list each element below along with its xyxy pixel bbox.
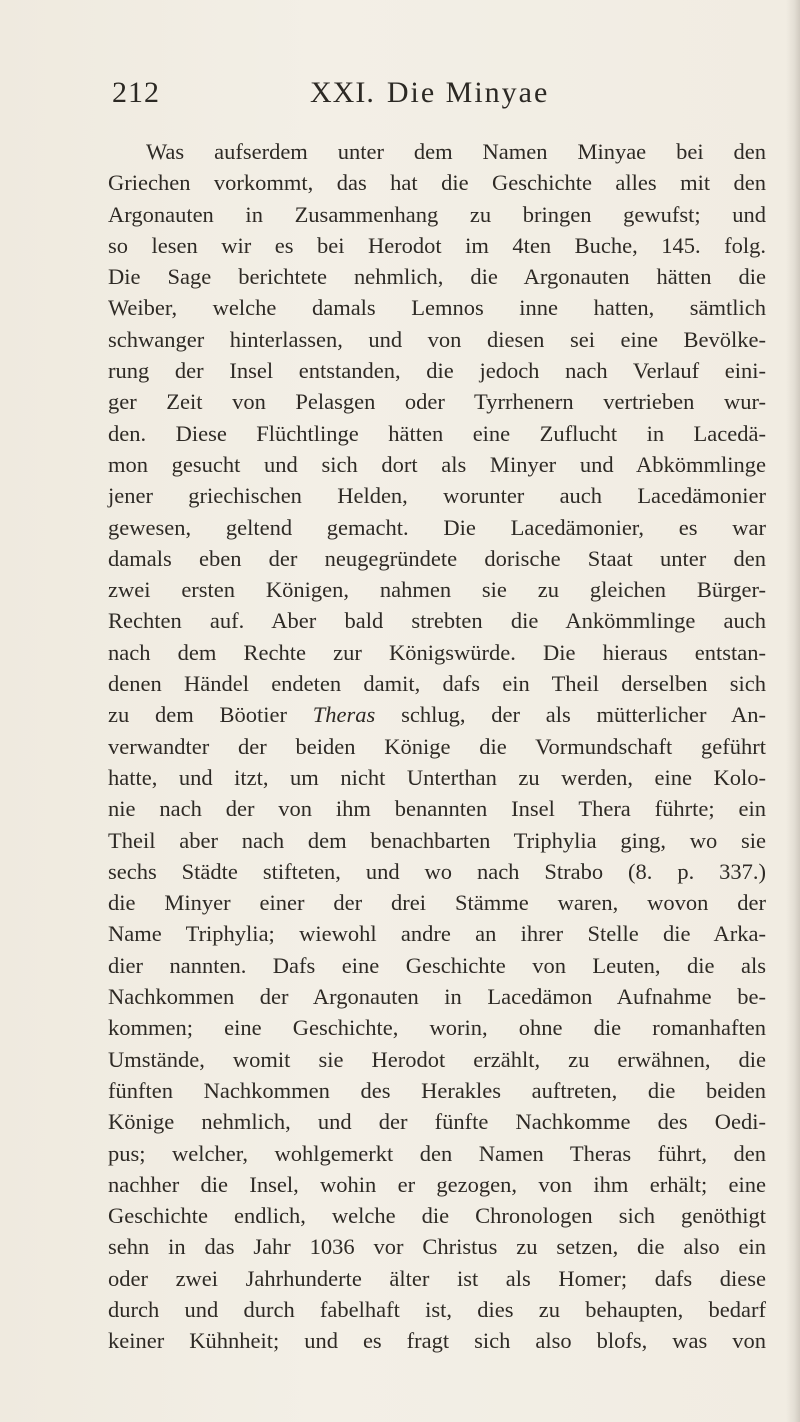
- text-line: sehn in das Jahr 1036 vor Christus zu setzen, die also ein: [108, 1234, 766, 1260]
- text-line: durch und durch fabelhaft ist, dies zu behaupten, bedarf: [108, 1296, 766, 1322]
- text-line: denen Händel endeten damit, dafs ein Theil derselben sich: [108, 671, 766, 697]
- chapter-title: Die Minyae: [386, 76, 550, 109]
- text-line: fünften Nachkommen des Herakles auftreten, die beiden: [108, 1077, 766, 1103]
- text-line: Nachkommen der Argonauten in Lacedämon Aufnahme be-: [108, 984, 766, 1010]
- text-run: schlug, der als mütterlicher An-: [375, 702, 766, 728]
- text-line: mon gesucht und sich dort als Minyer und Abkömmlinge: [108, 451, 766, 477]
- text-line: Name Triphylia; wiewohl andre an ihrer Stelle die Arka-: [108, 921, 766, 947]
- text-line: Theil aber nach dem benachbarten Triphylia ging, wo sie: [108, 827, 766, 853]
- text-line: so lesen wir es bei Herodot im 4ten Buche, 145. folg.: [108, 232, 766, 258]
- text-line-with-emphasis: [108, 699, 766, 730]
- text-line: nach dem Rechte zur Königswürde. Die hieraus entstan-: [108, 639, 766, 665]
- page-number: 212: [112, 76, 160, 109]
- text-line: pus; welcher, wohlgemerkt den Namen Theras führt, den: [108, 1140, 766, 1166]
- text-run: zu dem Böotier: [108, 702, 313, 728]
- text-line: sechs Städte stifteten, und wo nach Strabo (8. p. 337.): [108, 858, 766, 884]
- text-line: den. Diese Flüchtlinge hätten eine Zuflucht in Lacedä-: [108, 420, 766, 446]
- text-line: keiner Kühnheit; und es fragt sich also blofs, was von: [108, 1328, 766, 1354]
- text-line: Weiber, welche damals Lemnos inne hatten, sämtlich: [108, 295, 766, 321]
- text-line: Griechen vorkommt, das hat die Geschichte alles mit den: [108, 170, 766, 196]
- text-line: verwandter der beiden Könige die Vormundschaft geführt: [108, 733, 766, 759]
- text-line: kommen; eine Geschichte, worin, ohne die romanhaften: [108, 1015, 766, 1041]
- text-line: rung der Insel entstanden, die jedoch nach Verlauf eini-: [108, 358, 766, 384]
- text-line: die Minyer einer der drei Stämme waren, wovon der: [108, 890, 766, 916]
- emphasized-name: Theras: [312, 702, 376, 728]
- text-line: damals eben der neugegründete dorische Staat unter den: [108, 545, 766, 571]
- text-line: Argonauten in Zusammenhang zu bringen gewufst; und: [108, 201, 766, 227]
- text-line: zwei ersten Königen, nahmen sie zu gleichen Bürger-: [108, 577, 766, 603]
- page-header: [112, 76, 712, 116]
- text-line: gewesen, geltend gemacht. Die Lacedämonier, es war: [108, 514, 766, 540]
- text-line: schwanger hinterlassen, und von diesen sei eine Bevölke-: [108, 326, 766, 352]
- text-line: Geschichte endlich, welche die Chronologen sich genöthigt: [108, 1203, 766, 1229]
- text-line: jener griechischen Helden, worunter auch Lacedämonier: [108, 483, 766, 509]
- text-line: dier nannten. Dafs eine Geschichte von Leuten, die als: [108, 952, 766, 978]
- text-line: nie nach der von ihm benannten Insel Thera führte; ein: [108, 796, 766, 822]
- text-line: Könige nehmlich, und der fünfte Nachkomme des Oedi-: [108, 1109, 766, 1135]
- page-edge-shadow: [786, 0, 800, 1422]
- running-head: [272, 76, 712, 110]
- text-line: nachher die Insel, wohin er gezogen, von ihm erhält; eine: [108, 1171, 766, 1197]
- text-line: ger Zeit von Pelasgen oder Tyrrhenern vertrieben wur-: [108, 389, 766, 415]
- chapter-numeral: XXI.: [310, 76, 375, 109]
- text-line: Umstände, womit sie Herodot erzählt, zu erwähnen, die: [108, 1046, 766, 1072]
- text-line: oder zwei Jahrhunderte älter ist als Homer; dafs diese: [108, 1265, 766, 1291]
- text-line: hatte, und itzt, um nicht Unterthan zu werden, eine Kolo-: [108, 764, 766, 790]
- text-line: Rechten auf. Aber bald strebten die Ankömmlinge auch: [108, 608, 766, 634]
- text-line: Was aufserdem unter dem Namen Minyae bei den: [146, 139, 766, 164]
- text-line: Die Sage berichtete nehmlich, die Argonauten hätten die: [108, 264, 766, 290]
- body-text: [108, 136, 766, 1357]
